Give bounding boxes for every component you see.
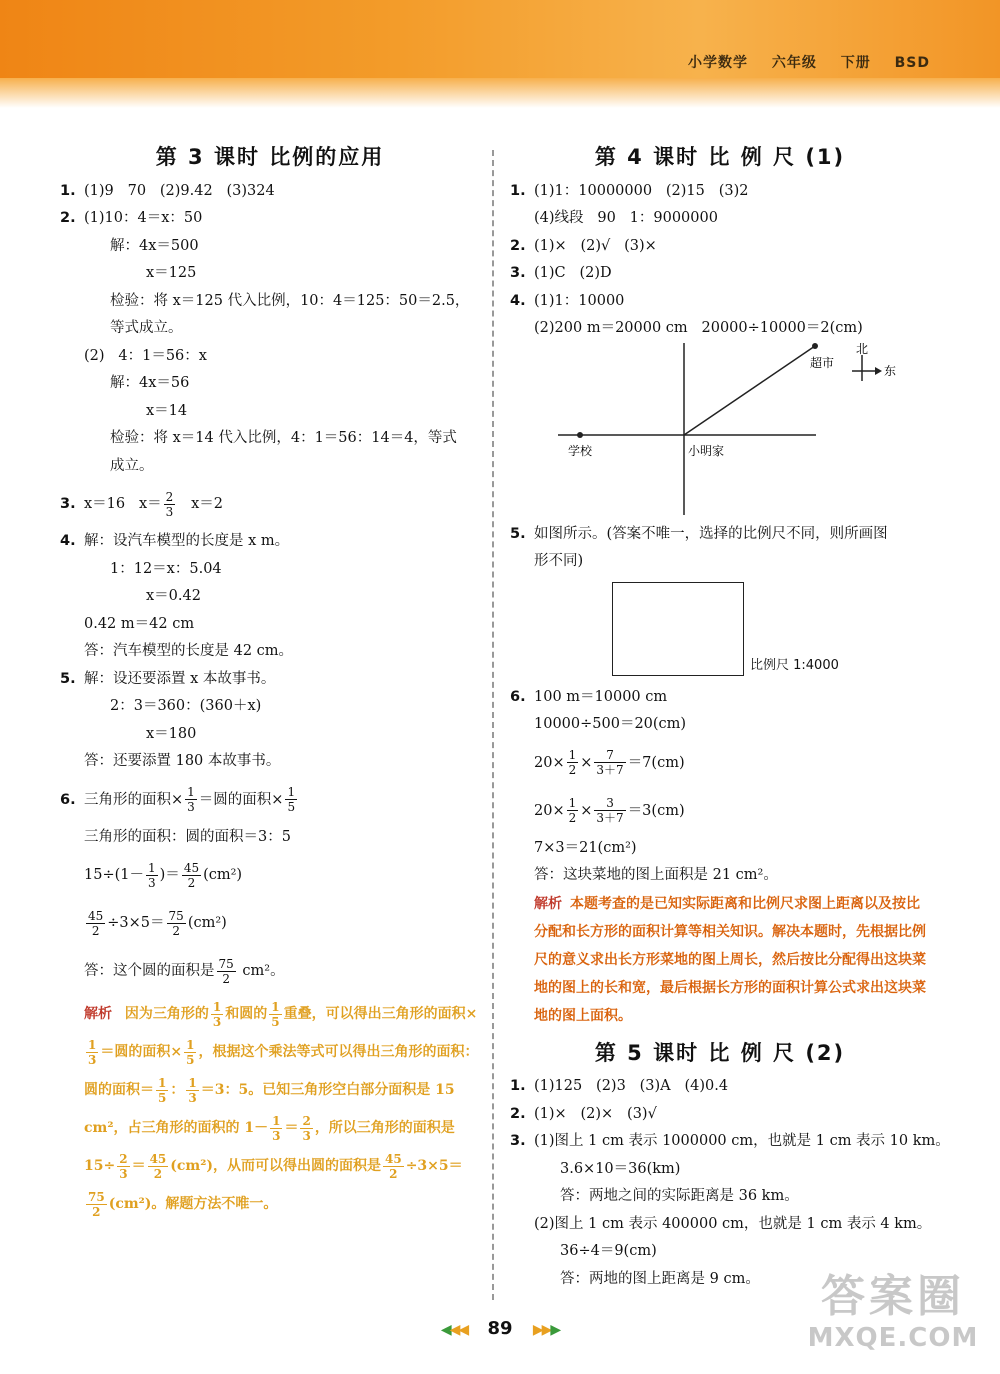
left-column bbox=[60, 140, 480, 1223]
fraction: $\frac{3}{3+7}$ bbox=[596, 796, 624, 825]
map-diagram bbox=[510, 343, 930, 521]
fraction: $\frac{1}{2}$ bbox=[568, 796, 577, 825]
fraction: $\frac{7}{3+7}$ bbox=[596, 748, 624, 777]
fraction: $\frac{45}{2}$ bbox=[88, 908, 104, 938]
r4-answer-3: 3. (1)C (2)D bbox=[510, 265, 612, 281]
r5-answer-3: 3. (1)图上 1 cm 表示 1000000 cm，也就是 1 cm 表示 10 km。 3.6×10＝36(km) 答：两地之间的实际距离是 36 km。 (2)图上 1 cm 表示 400000 cm，也就是 1 cm 表示 4 km。 36÷4＝9(cm) 答：两地的图上距离是 9 cm。 bbox=[510, 1133, 950, 1287]
watermark-logo: 答案圈 MXQE.COM bbox=[807, 1271, 979, 1353]
column-divider bbox=[492, 150, 494, 1300]
route-line bbox=[684, 346, 815, 435]
fraction: $\frac{45}{2}$ bbox=[183, 860, 200, 890]
garden-rectangle bbox=[612, 582, 744, 676]
header-banner bbox=[0, 0, 1000, 105]
r4-answer-1: 1. (1)1：10000000 (2)15 (3)2 (4)线段 90 1：9000000 bbox=[510, 182, 749, 226]
fraction: $\frac{75}{2}$ bbox=[218, 956, 234, 986]
r4-answer-2: 2. (1)× (2)√ (3)× bbox=[510, 237, 657, 254]
answer-3: 3. x＝16 x＝ $\frac{2}{3}$ x＝2 bbox=[60, 489, 224, 519]
explanation-4-6: 解析 本题考查的是已知实际距离和比例尺求图上距离以及按比分配和长方形的面积计算等相关知识。解决本题时，先根据比例尺的意义求出长方形菜地的图上周长，然后按比分配得出这块菜地的图上的长和宽，最后根据长方形的面积计算公式求出这块菜地的图上面积。 bbox=[534, 895, 926, 1024]
r5-answer-1: 1. (1)125 (2)3 (3)A (4)0.4 bbox=[510, 1078, 729, 1094]
fraction: $\frac{75}{2}$ bbox=[168, 908, 184, 938]
lesson-5-title: 第 5 课时 比 例 尺 (2) bbox=[594, 1040, 846, 1065]
compass-icon bbox=[852, 343, 896, 381]
lesson-3-title: 第 3 课时 比例的应用 bbox=[155, 145, 385, 169]
header-fade bbox=[0, 78, 1000, 108]
next-arrows-icon: ▶▶▶ bbox=[532, 1322, 560, 1338]
r4-answer-5: 5. 如图所示。(答案不唯一，选择的比例尺不同，则所画图 形不同) 比例尺 1:4000 bbox=[510, 521, 930, 684]
fraction: $\frac{1}{3}$ bbox=[187, 785, 195, 814]
north-label: 北 bbox=[856, 342, 869, 356]
header-info bbox=[670, 52, 930, 72]
answer-5: 5. 解：设还要添置 x 本故事书。 2：3＝360：(360＋x) x＝180 答：还要添置 180 本故事书。 bbox=[60, 670, 281, 769]
market-label: 超市 bbox=[810, 355, 835, 370]
answer-1: 1. (1)9 70 (2)9.42 (3)324 bbox=[60, 182, 275, 199]
answer-6: 6. 三角形的面积× $\frac{1}{3}$ ＝圆的面积× $\frac{1}{5}$ 三角形的面积：圆的面积＝3：5 15÷(1－ $\frac{1}{3}$ )＝ $\frac{45}{2}$ (cm²) $\frac{45}{2}$ ÷3×5＝ $\frac{75}{2}$ (cm²) 答：这个圆的面积是 $\frac{75}{2}$ cm²。 bbox=[60, 785, 296, 986]
explanation-6: 解析 因为三角形的 $\frac{1}{3}$ 和圆的 $\frac{1}{5}$ 重叠，可以得出三角形的面积× $\frac{1}{3}$ ＝圆的面积× $\frac{1}{5}$ ，根据这个乘法等式可以得出三角形的面积：圆的面积＝ $\frac{1}{5}$ ： $\frac{1}{3}$ ＝3：5。已知三角形空白部分面积是 15 cm²，占三角形的面积的 1－ $\frac{1}{3}$ ＝ $\frac{2}{3}$ ，所以三角形的面积是 15÷ $\frac{2}{3}$ ＝ $\frac{45}{2}$ (cm²)，从而可以得出圆的面积是 $\frac{45}{2}$ ÷3×5＝ $\frac{75}{2}$ (cm²)。解题方法不唯一。 bbox=[84, 999, 479, 1219]
right-column bbox=[510, 140, 950, 1293]
east-label: 东 bbox=[884, 363, 897, 378]
home-label: 小明家 bbox=[688, 443, 725, 458]
scale-drawing bbox=[510, 576, 930, 684]
prev-arrows-icon: ◀◀◀ bbox=[440, 1322, 468, 1338]
page-number: 89 bbox=[487, 1318, 513, 1339]
fraction: $\frac{1}{2}$ bbox=[568, 748, 577, 777]
answer-2: 2. (1)10：4＝x：50 解：4x＝500 x＝125 检验：将 x＝125 代入比例，10：4＝125：50＝2.5， 等式成立。 (2) 4：1＝56：x 解：4x＝56 x＝14 检验：将 x＝14 代入比例，4：1＝56：14＝4，等式 成立。 bbox=[60, 210, 470, 474]
r5-answer-2: 2. (1)× (2)× (3)√ bbox=[510, 1105, 657, 1122]
r4-answer-4: 4. (1)1：10000 (2)200 m＝20000 cm 20000÷10000＝2(cm) bbox=[510, 292, 863, 336]
header-edition: BSD bbox=[894, 55, 930, 71]
lesson-4-title: 第 4 课时 比 例 尺 (1) bbox=[594, 145, 846, 169]
school-point bbox=[577, 432, 583, 438]
school-label: 学校 bbox=[568, 443, 593, 458]
fraction: $\frac{2}{3}$ bbox=[165, 489, 174, 519]
market-point bbox=[812, 343, 818, 349]
answer-4: 4. 解：设汽车模型的长度是 x m。 1：12＝x：5.04 x＝0.42 0.42 m＝42 cm 答：汽车模型的长度是 42 cm。 bbox=[60, 533, 294, 659]
r4-answer-6: 6. 100 m＝10000 cm 10000÷500＝20(cm) 20× $\frac{1}{2}$ × $\frac{7}{3+7}$ ＝7(cm) 20× $\frac{1}{2}$ × $\frac{3}{3+7}$ ＝3(cm) 7×3＝21(cm²) 答：这块菜地的图上面积是 21 cm²。 bbox=[510, 688, 778, 883]
fraction: $\frac{1}{5}$ bbox=[287, 785, 296, 814]
header-subject: 小学数学 bbox=[688, 55, 748, 71]
scale-label: 比例尺 1:4000 bbox=[750, 657, 839, 673]
fraction: $\frac{1}{3}$ bbox=[148, 860, 156, 890]
header-grade: 六年级 bbox=[771, 55, 817, 71]
header-volume: 下册 bbox=[840, 55, 871, 71]
